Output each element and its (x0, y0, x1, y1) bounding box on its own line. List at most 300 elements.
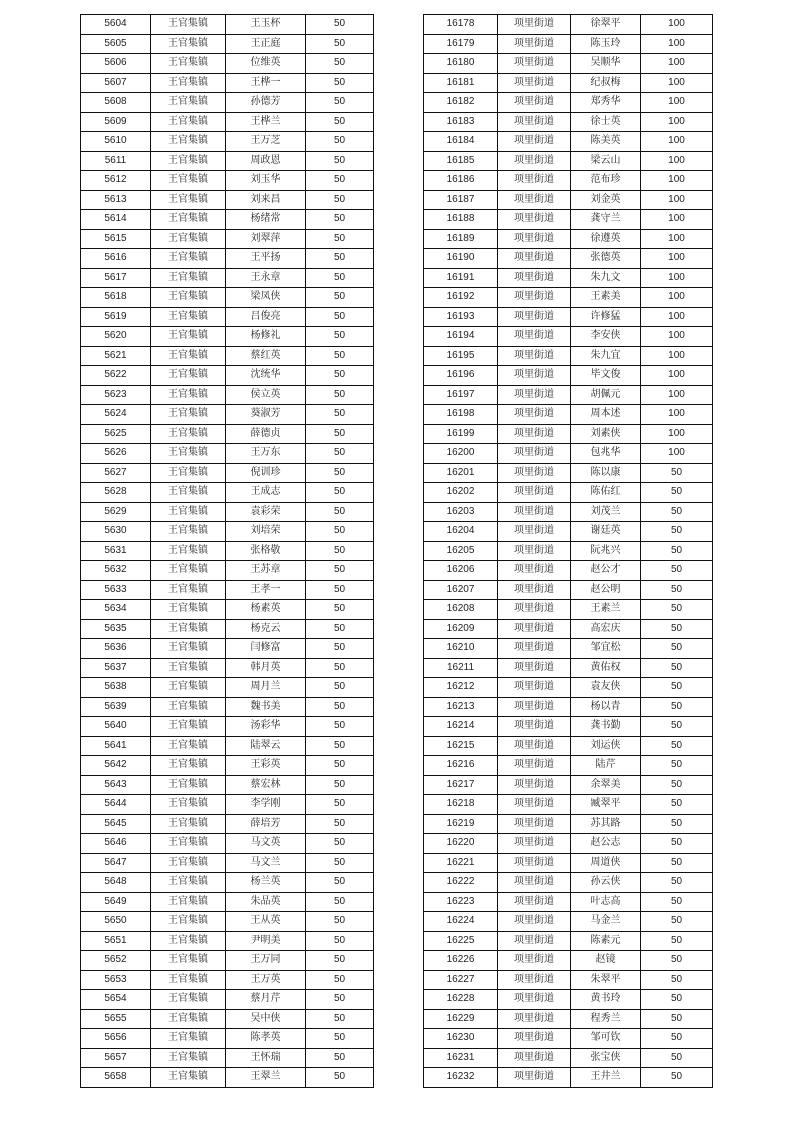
serial-number-cell: 16180 (424, 54, 498, 74)
town-cell: 项里街道 (498, 327, 571, 347)
serial-number-cell: 5641 (81, 736, 151, 756)
amount-cell: 50 (306, 1029, 374, 1049)
name-cell: 赵公明 (571, 580, 641, 600)
table-row (81, 132, 374, 152)
town-cell: 项里街道 (498, 229, 571, 249)
table-row (81, 756, 374, 776)
town-cell: 王官集镇 (151, 931, 226, 951)
name-cell: 位维英 (226, 54, 306, 74)
name-cell: 王万东 (226, 444, 306, 464)
table-row (81, 307, 374, 327)
table-row (424, 34, 713, 54)
serial-number-cell: 16201 (424, 463, 498, 483)
town-cell: 项里街道 (498, 834, 571, 854)
serial-number-cell: 5644 (81, 795, 151, 815)
serial-number-cell: 16211 (424, 658, 498, 678)
town-cell: 王官集镇 (151, 112, 226, 132)
amount-cell: 100 (641, 151, 713, 171)
name-cell: 王井兰 (571, 1068, 641, 1088)
serial-number-cell: 16205 (424, 541, 498, 561)
town-cell: 项里街道 (498, 814, 571, 834)
name-cell: 刘运侠 (571, 736, 641, 756)
table-row (81, 951, 374, 971)
town-cell: 王官集镇 (151, 1009, 226, 1029)
table-row (424, 1029, 713, 1049)
town-cell: 项里街道 (498, 658, 571, 678)
town-cell: 项里街道 (498, 639, 571, 659)
town-cell: 项里街道 (498, 190, 571, 210)
town-cell: 王官集镇 (151, 73, 226, 93)
amount-cell: 100 (641, 229, 713, 249)
amount-cell: 50 (306, 229, 374, 249)
name-cell: 纪叔梅 (571, 73, 641, 93)
name-cell: 陈玉玲 (571, 34, 641, 54)
town-cell: 王官集镇 (151, 171, 226, 191)
amount-cell: 50 (641, 814, 713, 834)
town-cell: 项里街道 (498, 912, 571, 932)
name-cell: 赵公才 (571, 561, 641, 581)
table-row (424, 756, 713, 776)
name-cell: 范布珍 (571, 171, 641, 191)
amount-cell: 50 (306, 405, 374, 425)
table-row (424, 15, 713, 35)
serial-number-cell: 16198 (424, 405, 498, 425)
serial-number-cell: 16206 (424, 561, 498, 581)
town-cell: 王官集镇 (151, 912, 226, 932)
amount-cell: 100 (641, 34, 713, 54)
table-row (81, 424, 374, 444)
amount-cell: 50 (641, 658, 713, 678)
amount-cell: 100 (641, 73, 713, 93)
amount-cell: 50 (306, 1009, 374, 1029)
table-row (81, 912, 374, 932)
name-cell: 侯立英 (226, 385, 306, 405)
town-cell: 王官集镇 (151, 970, 226, 990)
table-row (81, 171, 374, 191)
table-row (424, 1048, 713, 1068)
town-cell: 王官集镇 (151, 93, 226, 113)
town-cell: 项里街道 (498, 1009, 571, 1029)
name-cell: 陆芹 (571, 756, 641, 776)
serial-number-cell: 16188 (424, 210, 498, 230)
name-cell: 周道侠 (571, 853, 641, 873)
serial-number-cell: 16217 (424, 775, 498, 795)
serial-number-cell: 5610 (81, 132, 151, 152)
name-cell: 刘茂兰 (571, 502, 641, 522)
serial-number-cell: 5608 (81, 93, 151, 113)
amount-cell: 50 (306, 639, 374, 659)
table-row (424, 229, 713, 249)
town-cell: 王官集镇 (151, 249, 226, 269)
serial-number-cell: 16195 (424, 346, 498, 366)
amount-cell: 50 (306, 561, 374, 581)
amount-cell: 50 (641, 912, 713, 932)
serial-number-cell: 5643 (81, 775, 151, 795)
serial-number-cell: 16183 (424, 112, 498, 132)
town-cell: 王官集镇 (151, 15, 226, 35)
table-row (424, 522, 713, 542)
town-cell: 项里街道 (498, 307, 571, 327)
table-row (81, 346, 374, 366)
table-row (81, 619, 374, 639)
town-cell: 王官集镇 (151, 34, 226, 54)
town-cell: 项里街道 (498, 346, 571, 366)
table-row (81, 327, 374, 347)
town-cell: 项里街道 (498, 405, 571, 425)
serial-number-cell: 5604 (81, 15, 151, 35)
table-row (424, 658, 713, 678)
serial-number-cell: 5629 (81, 502, 151, 522)
name-cell: 王正庭 (226, 34, 306, 54)
name-cell: 王平扬 (226, 249, 306, 269)
serial-number-cell: 16212 (424, 678, 498, 698)
town-cell: 项里街道 (498, 385, 571, 405)
amount-cell: 100 (641, 190, 713, 210)
amount-cell: 50 (306, 171, 374, 191)
amount-cell: 50 (306, 132, 374, 152)
serial-number-cell: 16192 (424, 288, 498, 308)
amount-cell: 50 (306, 951, 374, 971)
amount-cell: 50 (641, 541, 713, 561)
name-cell: 马文兰 (226, 853, 306, 873)
table-row (81, 892, 374, 912)
town-cell: 王官集镇 (151, 151, 226, 171)
amount-cell: 50 (306, 697, 374, 717)
table-row (81, 483, 374, 503)
town-cell: 王官集镇 (151, 366, 226, 386)
town-cell: 项里街道 (498, 424, 571, 444)
amount-cell: 50 (306, 834, 374, 854)
serial-number-cell: 5656 (81, 1029, 151, 1049)
name-cell: 蔡宏林 (226, 775, 306, 795)
table-row (81, 54, 374, 74)
serial-number-cell: 16226 (424, 951, 498, 971)
name-cell: 刘培荣 (226, 522, 306, 542)
serial-number-cell: 16208 (424, 600, 498, 620)
name-cell: 高宏庆 (571, 619, 641, 639)
name-cell: 闫修富 (226, 639, 306, 659)
table-row (81, 561, 374, 581)
town-cell: 王官集镇 (151, 561, 226, 581)
amount-cell: 50 (306, 873, 374, 893)
name-cell: 王永章 (226, 268, 306, 288)
name-cell: 李学刚 (226, 795, 306, 815)
name-cell: 袁彩荣 (226, 502, 306, 522)
serial-number-cell: 16209 (424, 619, 498, 639)
name-cell: 王万英 (226, 970, 306, 990)
table-row (424, 424, 713, 444)
roster-table-left (80, 14, 374, 1088)
amount-cell: 100 (641, 93, 713, 113)
serial-number-cell: 5633 (81, 580, 151, 600)
name-cell: 吴顺华 (571, 54, 641, 74)
table-row (424, 678, 713, 698)
town-cell: 王官集镇 (151, 756, 226, 776)
table-row (424, 93, 713, 113)
table-row (424, 717, 713, 737)
amount-cell: 50 (306, 619, 374, 639)
table-row (424, 210, 713, 230)
amount-cell: 50 (306, 54, 374, 74)
serial-number-cell: 5648 (81, 873, 151, 893)
name-cell: 邹宜松 (571, 639, 641, 659)
table-row (424, 54, 713, 74)
town-cell: 王官集镇 (151, 619, 226, 639)
table-row (81, 210, 374, 230)
table-row (424, 873, 713, 893)
name-cell: 王万芝 (226, 132, 306, 152)
amount-cell: 50 (306, 756, 374, 776)
table-row (424, 346, 713, 366)
table-row (81, 112, 374, 132)
town-cell: 王官集镇 (151, 580, 226, 600)
amount-cell: 100 (641, 385, 713, 405)
amount-cell: 50 (306, 249, 374, 269)
town-cell: 王官集镇 (151, 717, 226, 737)
serial-number-cell: 16232 (424, 1068, 498, 1088)
name-cell: 吴中侠 (226, 1009, 306, 1029)
amount-cell: 50 (306, 600, 374, 620)
serial-number-cell: 5627 (81, 463, 151, 483)
town-cell: 项里街道 (498, 1048, 571, 1068)
town-cell: 王官集镇 (151, 814, 226, 834)
table-row (81, 229, 374, 249)
town-cell: 王官集镇 (151, 190, 226, 210)
serial-number-cell: 5623 (81, 385, 151, 405)
name-cell: 蔡月芹 (226, 990, 306, 1010)
serial-number-cell: 16182 (424, 93, 498, 113)
town-cell: 项里街道 (498, 73, 571, 93)
serial-number-cell: 5651 (81, 931, 151, 951)
amount-cell: 50 (641, 736, 713, 756)
name-cell: 马金兰 (571, 912, 641, 932)
amount-cell: 100 (641, 307, 713, 327)
table-row (81, 522, 374, 542)
table-row (424, 190, 713, 210)
serial-number-cell: 16230 (424, 1029, 498, 1049)
serial-number-cell: 5634 (81, 600, 151, 620)
name-cell: 臧翠平 (571, 795, 641, 815)
table-row (424, 951, 713, 971)
name-cell: 朱品英 (226, 892, 306, 912)
town-cell: 项里街道 (498, 268, 571, 288)
serial-number-cell: 16222 (424, 873, 498, 893)
name-cell: 邹可钦 (571, 1029, 641, 1049)
town-cell: 项里街道 (498, 541, 571, 561)
name-cell: 杨绪常 (226, 210, 306, 230)
amount-cell: 50 (641, 580, 713, 600)
town-cell: 王官集镇 (151, 1029, 226, 1049)
table-row (424, 405, 713, 425)
serial-number-cell: 5636 (81, 639, 151, 659)
name-cell: 苏其路 (571, 814, 641, 834)
table-row (81, 678, 374, 698)
serial-number-cell: 16216 (424, 756, 498, 776)
town-cell: 王官集镇 (151, 600, 226, 620)
table-row (424, 1009, 713, 1029)
table-row (81, 639, 374, 659)
serial-number-cell: 5616 (81, 249, 151, 269)
amount-cell: 50 (306, 307, 374, 327)
name-cell: 徐士英 (571, 112, 641, 132)
table-row (81, 853, 374, 873)
name-cell: 徐翠平 (571, 15, 641, 35)
serial-number-cell: 5625 (81, 424, 151, 444)
serial-number-cell: 16197 (424, 385, 498, 405)
table-row (81, 990, 374, 1010)
town-cell: 项里街道 (498, 600, 571, 620)
amount-cell: 50 (306, 444, 374, 464)
serial-number-cell: 16196 (424, 366, 498, 386)
town-cell: 王官集镇 (151, 502, 226, 522)
town-cell: 项里街道 (498, 502, 571, 522)
town-cell: 王官集镇 (151, 990, 226, 1010)
town-cell: 王官集镇 (151, 658, 226, 678)
name-cell: 龚书勤 (571, 717, 641, 737)
serial-number-cell: 16202 (424, 483, 498, 503)
serial-number-cell: 16219 (424, 814, 498, 834)
table-row (424, 151, 713, 171)
serial-number-cell: 5612 (81, 171, 151, 191)
name-cell: 王翠兰 (226, 1068, 306, 1088)
amount-cell: 50 (306, 327, 374, 347)
table-row (81, 931, 374, 951)
serial-number-cell: 16227 (424, 970, 498, 990)
town-cell: 项里街道 (498, 249, 571, 269)
name-cell: 周政恩 (226, 151, 306, 171)
table-row (424, 1068, 713, 1088)
roster-table-right (423, 14, 713, 1088)
amount-cell: 50 (306, 678, 374, 698)
town-cell: 项里街道 (498, 112, 571, 132)
serial-number-cell: 16187 (424, 190, 498, 210)
amount-cell: 50 (306, 795, 374, 815)
amount-cell: 50 (306, 580, 374, 600)
amount-cell: 50 (641, 697, 713, 717)
name-cell: 陈美英 (571, 132, 641, 152)
serial-number-cell: 5615 (81, 229, 151, 249)
amount-cell: 50 (306, 853, 374, 873)
serial-number-cell: 5630 (81, 522, 151, 542)
table-row (424, 132, 713, 152)
table-row (81, 717, 374, 737)
serial-number-cell: 5626 (81, 444, 151, 464)
amount-cell: 50 (306, 658, 374, 678)
table-row (81, 814, 374, 834)
table-row (81, 873, 374, 893)
town-cell: 王官集镇 (151, 1068, 226, 1088)
town-cell: 王官集镇 (151, 951, 226, 971)
amount-cell: 50 (641, 951, 713, 971)
town-cell: 项里街道 (498, 853, 571, 873)
town-cell: 王官集镇 (151, 463, 226, 483)
serial-number-cell: 5611 (81, 151, 151, 171)
serial-number-cell: 16203 (424, 502, 498, 522)
amount-cell: 50 (306, 346, 374, 366)
amount-cell: 50 (641, 970, 713, 990)
serial-number-cell: 16225 (424, 931, 498, 951)
serial-number-cell: 16231 (424, 1048, 498, 1068)
amount-cell: 50 (641, 619, 713, 639)
table-row (81, 288, 374, 308)
amount-cell: 50 (641, 990, 713, 1010)
serial-number-cell: 16228 (424, 990, 498, 1010)
table-row (424, 366, 713, 386)
name-cell: 王桦一 (226, 73, 306, 93)
name-cell: 刘素侠 (571, 424, 641, 444)
table-row (81, 736, 374, 756)
amount-cell: 100 (641, 132, 713, 152)
serial-number-cell: 5653 (81, 970, 151, 990)
table-row (81, 502, 374, 522)
name-cell: 王桦兰 (226, 112, 306, 132)
amount-cell: 50 (306, 34, 374, 54)
name-cell: 许修猛 (571, 307, 641, 327)
table-row (424, 249, 713, 269)
name-cell: 韩月英 (226, 658, 306, 678)
amount-cell: 50 (641, 561, 713, 581)
amount-cell: 50 (306, 483, 374, 503)
serial-number-cell: 16207 (424, 580, 498, 600)
name-cell: 阮兆兴 (571, 541, 641, 561)
amount-cell: 50 (641, 1068, 713, 1088)
table-row (424, 483, 713, 503)
name-cell: 朱九宜 (571, 346, 641, 366)
serial-number-cell: 16185 (424, 151, 498, 171)
name-cell: 张宝侠 (571, 1048, 641, 1068)
name-cell: 黄书玲 (571, 990, 641, 1010)
amount-cell: 100 (641, 171, 713, 191)
table-row (424, 171, 713, 191)
amount-cell: 50 (641, 483, 713, 503)
name-cell: 王彩英 (226, 756, 306, 776)
town-cell: 项里街道 (498, 990, 571, 1010)
town-cell: 王官集镇 (151, 522, 226, 542)
serial-number-cell: 16221 (424, 853, 498, 873)
name-cell: 陈孝英 (226, 1029, 306, 1049)
amount-cell: 50 (306, 190, 374, 210)
name-cell: 王怀瑞 (226, 1048, 306, 1068)
table-row (424, 990, 713, 1010)
serial-number-cell: 16178 (424, 15, 498, 35)
name-cell: 王从英 (226, 912, 306, 932)
table-row (424, 619, 713, 639)
serial-number-cell: 5640 (81, 717, 151, 737)
town-cell: 王官集镇 (151, 288, 226, 308)
serial-number-cell: 16191 (424, 268, 498, 288)
amount-cell: 50 (306, 717, 374, 737)
table-row (424, 736, 713, 756)
name-cell: 张德英 (571, 249, 641, 269)
amount-cell: 100 (641, 327, 713, 347)
amount-cell: 50 (641, 1009, 713, 1029)
table-row (81, 600, 374, 620)
table-row (81, 405, 374, 425)
name-cell: 谢廷英 (571, 522, 641, 542)
town-cell: 项里街道 (498, 210, 571, 230)
town-cell: 王官集镇 (151, 54, 226, 74)
amount-cell: 100 (641, 405, 713, 425)
name-cell: 葵淑芳 (226, 405, 306, 425)
serial-number-cell: 5647 (81, 853, 151, 873)
serial-number-cell: 5609 (81, 112, 151, 132)
table-row (424, 853, 713, 873)
amount-cell: 50 (641, 717, 713, 737)
serial-number-cell: 5618 (81, 288, 151, 308)
amount-cell: 50 (306, 73, 374, 93)
name-cell: 倪训珍 (226, 463, 306, 483)
table-row (81, 15, 374, 35)
